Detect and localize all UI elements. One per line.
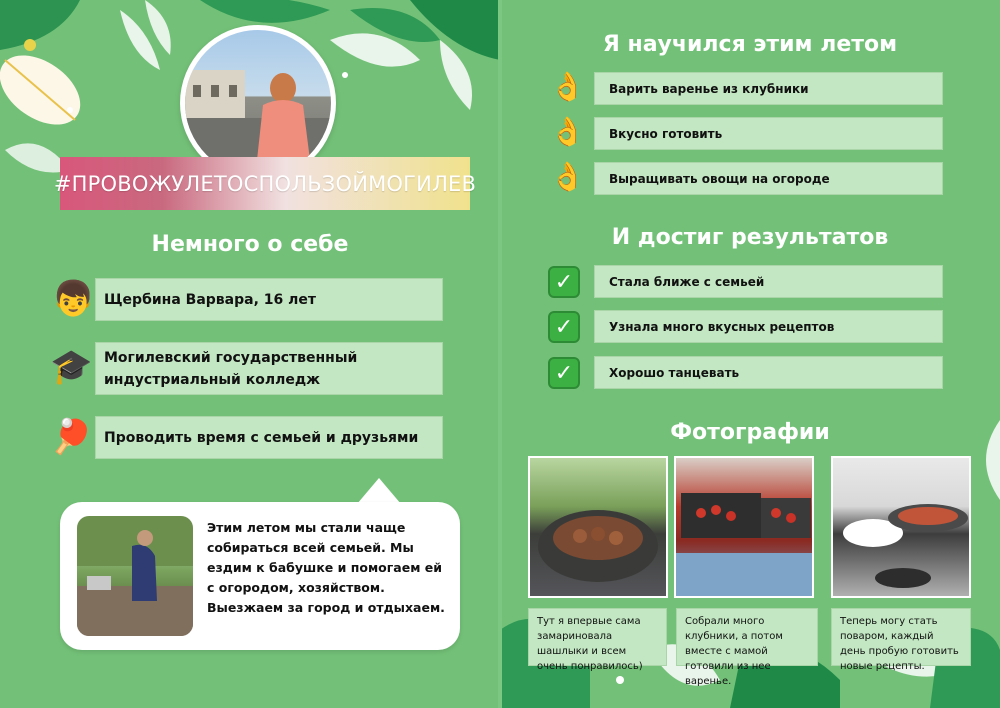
- achieved-title: И достиг результатов: [611, 225, 889, 250]
- check-mark-icon: ✓: [548, 266, 580, 298]
- ok-hand-icon: 👌: [550, 70, 585, 103]
- achieved-item: [594, 265, 943, 298]
- page-divider: [498, 0, 502, 708]
- photo-caption: Тут я впервые сама замариновала шашлыки и всем очень понравилось): [528, 608, 667, 666]
- photo-shashlik: [528, 456, 668, 598]
- hashtag-banner: [53, 157, 477, 210]
- ping-pong-icon: 🏓: [50, 417, 93, 457]
- story-text: Этим летом мы стали чаще собираться всей семьей. Мы ездим к бабушке и помогаем ей с огородом, хозяйством. Выезжаем за город и отдыхаем.: [207, 520, 445, 615]
- speech-bubble-tail: [357, 478, 401, 504]
- about-item-label: Щербина Варвара, 16 лет: [104, 291, 316, 308]
- photo-strawberries-drawing: [676, 458, 812, 596]
- decorative-leaf-right: [972, 420, 1000, 500]
- family-photo: [77, 516, 193, 636]
- learned-item: [594, 72, 943, 105]
- check-mark-icon: ✓: [548, 357, 580, 389]
- achieved-item: [594, 356, 943, 389]
- achieved-item-label: Хорошо танцевать: [609, 365, 740, 380]
- photo-shashlik-drawing: [530, 458, 666, 596]
- photo-strawberries: [674, 456, 814, 598]
- photo-caption: Теперь могу стать поваром, каждый день пробую готовить новые рецепты.: [831, 608, 971, 666]
- learned-item-label: Вкусно готовить: [609, 126, 723, 141]
- achieved-item-label: Стала ближе с семьей: [609, 274, 765, 289]
- check-mark-icon: ✓: [548, 311, 580, 343]
- about-item-label: Проводить время с семьей и друзьями: [104, 429, 419, 446]
- photos-title: Фотографии: [670, 420, 830, 445]
- boy-face-icon: 👦: [52, 279, 95, 319]
- about-item-hobby: [95, 416, 443, 459]
- profile-photo: [185, 30, 331, 176]
- learned-item: [594, 162, 943, 195]
- about-item-name: [95, 278, 443, 321]
- learned-item: [594, 117, 943, 150]
- photo-cooking: [831, 456, 971, 598]
- learned-item-label: Варить варенье из клубники: [609, 81, 809, 96]
- family-photo-drawing: [77, 516, 193, 636]
- learned-title: Я научился этим летом: [602, 32, 898, 57]
- about-item-label: Могилевский государственный индустриальный колледж: [104, 349, 358, 388]
- hashtag-text: #ПРОВОЖУЛЕТОСПОЛЬЗОЙМОГИЛЕВ: [53, 171, 477, 196]
- achieved-item: [594, 310, 943, 343]
- photo-caption: Собрали много клубники, а потом вместе с мамой готовили из нее варенье.: [676, 608, 818, 666]
- ok-hand-icon: 👌: [550, 115, 585, 148]
- photo-cooking-drawing: [833, 458, 969, 596]
- about-item-college: [95, 342, 443, 395]
- achieved-item-label: Узнала много вкусных рецептов: [609, 319, 835, 334]
- ok-hand-icon: 👌: [550, 160, 585, 193]
- about-title: Немного о себе: [151, 232, 349, 257]
- profile-photo-drawing: [185, 30, 331, 176]
- graduation-cap-icon: 🎓: [50, 347, 93, 387]
- learned-item-label: Выращивать овощи на огороде: [609, 171, 830, 186]
